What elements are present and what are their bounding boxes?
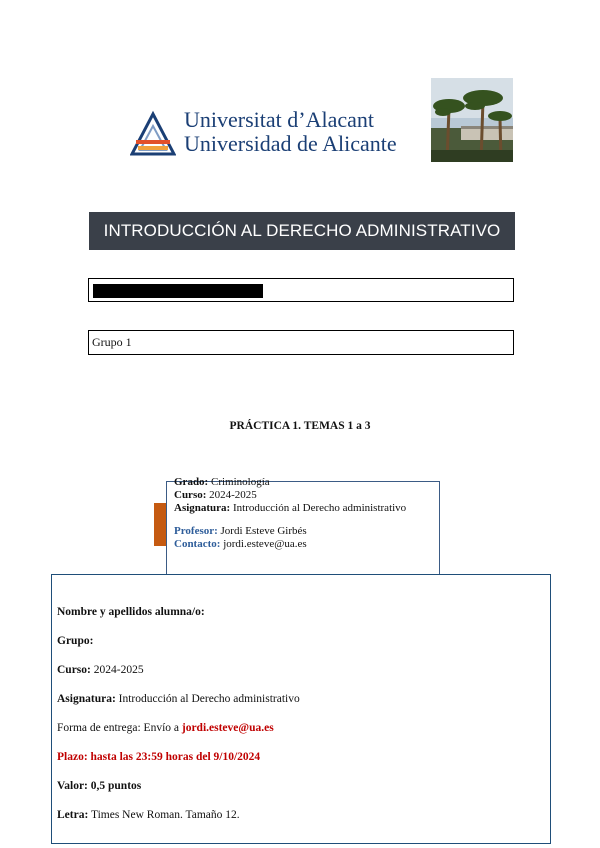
group-field-label: Grupo: [57, 635, 94, 647]
logo-wordmark [184, 108, 397, 156]
logo-line-2: Universidad de Alicante [184, 131, 397, 156]
value-line: Valor: 0,5 puntos [57, 780, 142, 792]
info-contact: Contacto: jordi.esteve@ua.es [174, 538, 307, 550]
student-name-box [88, 278, 514, 302]
delivery-line: Forma de entrega: Envío a jordi.esteve@ua.es [57, 722, 274, 734]
course-info-text [174, 476, 406, 551]
university-logo [130, 108, 400, 160]
contact-email-link[interactable]: jordi.esteve@ua.es [223, 538, 307, 550]
info-course: Curso: 2024-2025 [174, 489, 257, 501]
deadline-line: Plazo: hasta las 23:59 horas del 9/10/2024 [57, 751, 261, 763]
course-title-banner: INTRODUCCIÓN AL DERECHO ADMINISTRATIVO [89, 212, 515, 250]
delivery-email-link[interactable]: jordi.esteve@ua.es [181, 722, 274, 734]
redaction-bar [93, 284, 263, 298]
name-field-label: Nombre y apellidos alumna/o: [57, 606, 205, 618]
practice-heading: PRÁCTICA 1. TEMAS 1 a 3 [229, 420, 371, 432]
group-box: Grupo 1 [88, 330, 514, 355]
font-line: Letra: Times New Roman. Tamaño 12. [57, 809, 240, 821]
accent-bar [154, 503, 166, 546]
logo-line-1: Universitat d’Alacant [184, 107, 374, 132]
campus-palm-photo [431, 78, 513, 162]
info-degree: Grado: Criminología [174, 476, 270, 488]
subject-line: Asignatura: Introducción al Derecho administrativo [57, 693, 300, 705]
info-subject: Asignatura: Introducción al Derecho administrativo [174, 502, 407, 514]
course-line: Curso: 2024-2025 [57, 664, 144, 676]
university-emblem-icon [130, 110, 176, 156]
info-professor: Profesor: Jordi Esteve Girbés [174, 525, 307, 537]
